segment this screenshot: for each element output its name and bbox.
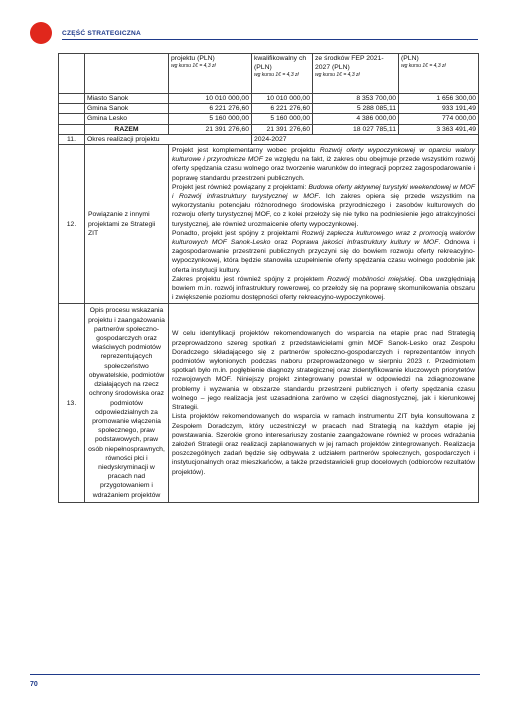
row-number: 13.	[59, 304, 85, 502]
paragraph: Ponadto, projekt jest spójny z projektami Rozwój zaplecza kulturowego wraz z promocją walorów kulturowych MOF Sanok-Lesko oraz Poprawa jakości infrastruktury kultury w MOF. Odnowa i zagospodarowanie przestrzeni publicznych przyczyni się do bowiem rozwoju oferty rekreacyjno-wypoczynkowej, która będzie stanowiła uzupełnienie oferty spędzania czasu wolnego podobnie jak oferta instytucji kultury.	[172, 229, 475, 274]
footer-rule	[30, 674, 480, 675]
col-header-2: kwalifikowalny ch (PLN) wg kursu 1€ = 4,3 zł	[252, 54, 313, 94]
row-name: Gmina Lesko	[85, 114, 169, 124]
paragraph: Projekt jest komplementarny wobec projektu Rozwój oferty wypoczynkowej w oparciu walory kulturowe i przyrodnicze MOF ze względu na fakt, iż zakres obu obejmuje przede wszystkim rozwój oferty spędzania czasu wolnego oraz tworzenie warunków do integracji poprzez zagospodarowanie i poprawę standardu przestrzeni publicznych.	[172, 147, 475, 182]
paragraph: Projekt jest również powiązany z projektami: Budowa oferty aktywnej turystyki weekendowej w MOF i Rozwój infrastruktury turystycznej w MOF. Ich zakres opiera się przede wszystkim na wykorzystaniu potencjału różnorodnego środowiska przyrodniczego i zasobów kulturowych do rozwoju oferty turystycznej MOF, co z kolei przełoży się nie tylko na podniesienie jego atrakcyjności turystycznej, ale również urozmaicenie oferty wypoczynkowej.	[172, 183, 475, 228]
row-label: Okres realizacji projektu	[85, 134, 252, 144]
section-marker-dot	[30, 22, 52, 44]
col-header-1: projektu (PLN) wg kursu 1€ = 4,3 zł	[169, 54, 252, 94]
table-row-11	[59, 134, 479, 144]
table-row: Gmina Sanok 6 221 276,60 6 221 276,60 5 288 085,11 933 191,49	[59, 104, 479, 114]
row-name: Miasto Sanok	[85, 94, 169, 104]
paragraph: Lista projektów rekomendowanych do wsparcia w ramach instrumentu ZIT była konsultowana z Zespołem Doradczym, który uczestniczył w pracach nad Strategią na każdym etapie jej powstawania. Szerokie grono interesariuszy zostanie zaangażowane również w proces wdrażania założeń Strategii oraz realizacji zaplanowanych w jej ramach projektów zintegrowanych. Realizacja poszczególnych zadań będzie się odbywała z udziałem partnerów społecznych, gospodarczych i instytucjonalnych oraz mieszkańców, a także przedstawicieli grup docelowych (odbiorców rezultatów projektów).	[172, 413, 475, 476]
page-number: 70	[30, 681, 38, 688]
row-value: 2024-2027	[252, 134, 479, 144]
row-description	[169, 145, 479, 304]
col-header-3: ze środków FEP 2021-2027 (PLN) wg kursu 1€ = 4,3 zł	[313, 54, 399, 94]
row-label: Opis procesu wskazania projektu i zaangażowania partnerów społeczno-gospodarczych oraz właściwych podmiotów reprezentujących społeczeństwo obywatelskie, podmiotów działających na rzecz ochrony środowiska oraz podmiotów odpowiedzialnych za promowanie włączenia społecznego, praw podstawowych, praw osób niepełnosprawnych, równości płci i niedyskryminacji w pracach nad przygotowaniem i wdrażaniem projektów	[85, 304, 169, 502]
paragraph: W celu identyfikacji projektów rekomendowanych do wsparcia na etapie prac nad Strategią przeprowadzono szereg spotkań z przedstawicielami gmin MOF Sanok-Lesko oraz Zespołu Doradczego składającego się z partnerów społeczno-gospodarczych i reprezentantów innych podmiotów wyłonionych podczas naboru przeprowadzonego w sierpniu 2023 r. Przedmiotem spotkań było m.in. pogłębienie diagnozy strategicznej oraz zidentyfikowanie kluczowych priorytetów rozwojowych MOF. Niniejszy projekt zintegrowany powstał w odpowiedzi na zdiagnozowane problemy i wyzwania w obszarze standardu przestrzeni publicznych i oferty spędzania czasu wolnego – jego realizacja jest uzasadniona zarówno w części diagnostycznej, jak i kierunkowej Strategii.	[172, 330, 475, 412]
row-label: Powiązanie z innymi projektami ze Strategii ZIT	[85, 145, 169, 304]
table-row-12	[59, 145, 479, 304]
header-rule	[62, 39, 478, 40]
row-number: 11.	[59, 134, 85, 144]
section-title: CZĘŚĆ STRATEGICZNA	[62, 30, 141, 37]
col-header-4: (PLN) wg kursu 1€ = 4,3 zł	[399, 54, 479, 94]
finance-header-row	[59, 54, 479, 94]
row-number: 12.	[59, 145, 85, 304]
row-name: Gmina Sanok	[85, 104, 169, 114]
project-table	[58, 53, 479, 503]
row-description	[169, 304, 479, 502]
total-row: RAZEM 21 391 276,60 21 391 276,60 18 027 785,11 3 363 491,49	[59, 124, 479, 134]
table-row: Miasto Sanok 10 010 000,00 10 010 000,00 8 353 700,00 1 656 300,00	[59, 94, 479, 104]
paragraph: Zakres projektu jest również spójny z projektem Rozwój mobilności miejskiej. Oba uwzględniają bowiem m.in. rozwój infrastruktury rowerowej, co przełoży się na poprawę skomunikowania obszaru i zwiększenie poziomu dostępności oferty rekreacyjno-wypoczynkowej.	[172, 275, 475, 302]
table-row-13	[59, 304, 479, 502]
table-row: Gmina Lesko 5 160 000,00 5 160 000,00 4 386 000,00 774 000,00	[59, 114, 479, 124]
